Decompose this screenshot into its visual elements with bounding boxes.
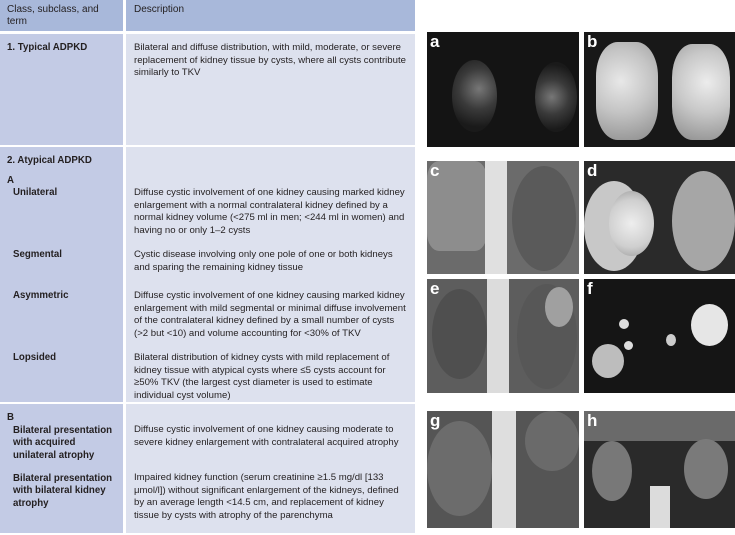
panel-label-f: f [587,279,593,298]
term-asymmetric: Asymmetric [13,290,69,301]
panel-f-image [584,279,735,393]
panel-d-image [584,161,735,274]
desc-bilateral-kidney-atrophy: Impaired kidney function (serum creatinine ≥1.5 mg/dl [133 μmol/l]) without significant enlargement of the kidneys, defined by an average length <14.5 cm, and replacement of kidney tissue by cysts with atrophy of the parenchyma [134,472,399,521]
term-unilateral: Unilateral [13,187,58,198]
desc-typical: Bilateral and diffuse distribution, with mild, moderate, or severe replacement of kidney tissue by cysts, where all cysts contribute similarly to TKV [134,42,406,78]
panel-c-image [427,161,579,274]
table-header [0,0,415,34]
term-bilateral-kidney-atrophy: Bilateral presentation with bilateral kidney atrophy [13,472,113,509]
table-row-atypical-b [0,404,415,535]
header-description: Description [126,0,415,31]
term-segmental: Segmental [13,249,62,260]
panel-label-d: d [587,161,598,180]
panel-g-image [427,411,579,528]
panel-label-b: b [587,32,598,51]
panel-label-a: a [430,32,440,51]
panel-h-image [584,411,735,528]
panel-label-g: g [430,411,441,430]
panel-label-c: c [430,161,440,180]
table-row-typical [0,34,415,147]
term-lopsided: Lopsided [13,352,57,363]
panel-label-e: e [430,279,440,298]
group-a-label: A [7,174,14,186]
term-acquired-unilateral-atrophy: Bilateral presentation with acquired unilateral atrophy [13,424,113,461]
panel-a-image [427,32,579,147]
desc-acquired-unilateral-atrophy: Diffuse cystic involvement of one kidney causing moderate to severe kidney enlargement with contralateral acquired atrophy [134,424,399,448]
group-b-label: B [7,412,14,423]
desc-lopsided: Bilateral distribution of kidney cysts with mild replacement of kidney tissue with atypical cysts where ≤5 cysts account for ≥50% TKV (the largest cyst diameter is used to estimate individual cyst volume) [134,352,390,401]
panel-b-image [584,32,735,147]
term-atypical-title: 2. Atypical ADPKD [7,155,92,166]
desc-unilateral: Diffuse cystic involvement of one kidney causing marked kidney enlargement with a normal contralateral kidney defined by a normal kidney volume (<275 ml in men; <244 ml in women) and having no or only 1–2 cysts [134,187,405,236]
panel-label-h: h [587,411,598,430]
header-class-term: Class, subclass, and term [0,0,126,31]
panel-e-image [427,279,579,393]
table-row-atypical-a [0,147,415,404]
desc-asymmetric: Diffuse cystic involvement of one kidney causing marked kidney enlargement with mild segmental or minimal diffuse involvement of the contralateral kidney defined by a small number of cysts (>2 but <10) and volume accounting for <30% of TKV [134,290,406,339]
term-typical: 1. Typical ADPKD [7,42,88,53]
desc-segmental: Cystic disease involving only one pole of one or both kidneys and sparing the remaining kidney tissue [134,249,393,273]
